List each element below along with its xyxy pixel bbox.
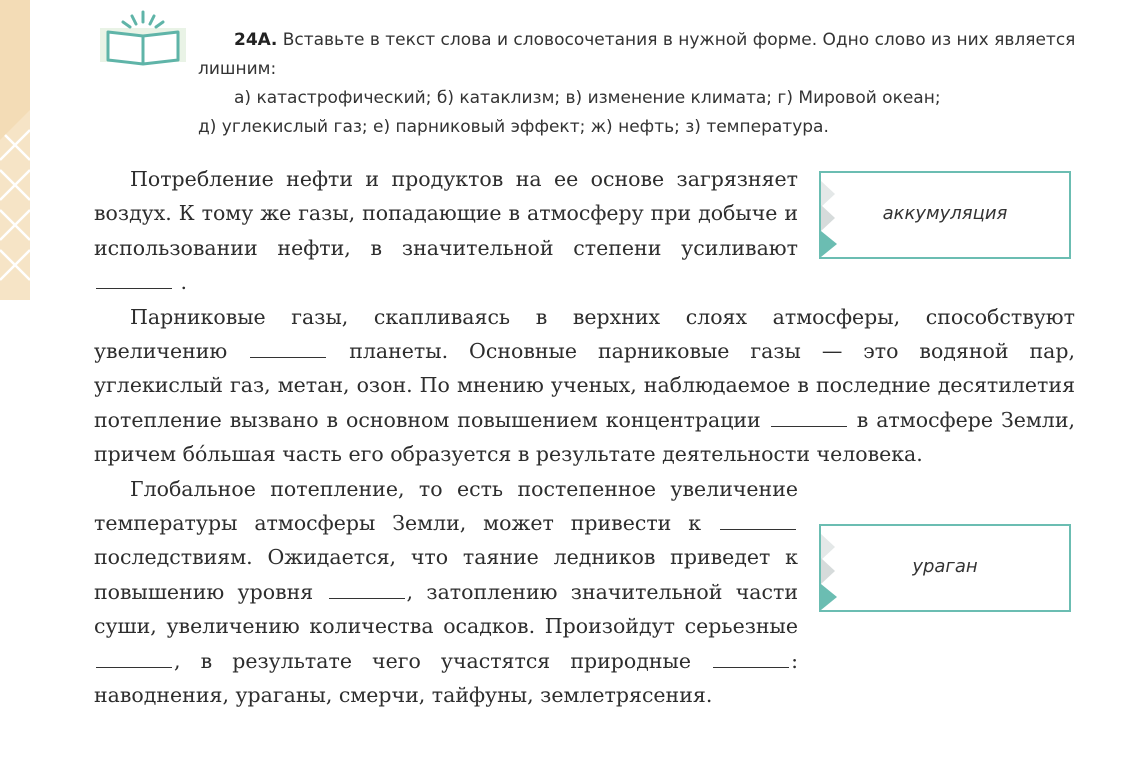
paragraph-1: [94, 162, 798, 300]
task-instruction: [198, 26, 1078, 84]
paragraph-2-text-c: в атмосфере Земли, причем бо́льшая часть его образуется в результате деятельности человека.: [94, 407, 1075, 467]
exercise-text: [94, 162, 1075, 713]
vocab-word-2: ураган: [912, 556, 978, 577]
decorative-strip: [0, 0, 30, 300]
paragraph-2-text-a: Парниковые газы, скапливаясь в верхних слоях атмосферы, способствуют увеличению: [94, 304, 1075, 364]
task-number: 24А.: [234, 30, 278, 50]
paragraph-3-text-a: Глобальное потепление, то есть постепенное увеличение температуры атмосферы Земли, может привести к: [94, 476, 798, 536]
answer-blank[interactable]: [96, 666, 172, 668]
task-instruction-text: Вставьте в текст слова и словосочетания в нужной форме. Одно слово из них является лишним:: [198, 30, 1076, 79]
paragraph-3: [94, 472, 798, 713]
paragraph-2-text-b: планеты. Основные парниковые газы — это водяной пар, углекислый газ, метан, озон. По мнению ученых, наблюдаемое в последние десятилетия потепление вызвано в основном повышением концентрации: [94, 339, 1075, 432]
task-header: [198, 26, 1078, 142]
paragraph-1-end: .: [180, 270, 188, 295]
task-options-line-1: а) катастрофический; б) катаклизм; в) изменение климата; г) Мировой океан;: [234, 88, 941, 108]
paragraph-3-text-c: , затоплению значительной части суши, увеличению количества осадков. Произойдут серьезные: [94, 579, 798, 639]
answer-blank[interactable]: [96, 287, 172, 289]
answer-blank[interactable]: [250, 356, 326, 358]
paragraph-3-text-d: , в результате чего участятся природные: [174, 648, 691, 673]
paragraph-3-text-b: последствиям. Ожидается, что таяние ледников приведет к повышению уровня: [94, 545, 798, 604]
answer-blank[interactable]: [720, 528, 796, 530]
vocab-word-1: аккумуляция: [882, 203, 1008, 224]
paragraph-2: [94, 300, 1075, 472]
paragraph-3-text-e: : наводнения, ураганы, смерчи, тайфуны, землетрясения.: [94, 648, 798, 708]
task-options-line-2: д) углекислый газ; е) парниковый эффект; ж) нефть; з) температура.: [198, 117, 829, 137]
answer-blank[interactable]: [713, 666, 789, 668]
answer-blank[interactable]: [329, 597, 405, 599]
book-icon: [98, 10, 188, 66]
answer-blank[interactable]: [771, 425, 847, 427]
paragraph-1-text: Потребление нефти и продуктов на ее основе загрязняет воздух. К тому же газы, попадающие в атмосферу при добыче и использовании нефти, в значительной степени усиливают: [94, 167, 798, 260]
